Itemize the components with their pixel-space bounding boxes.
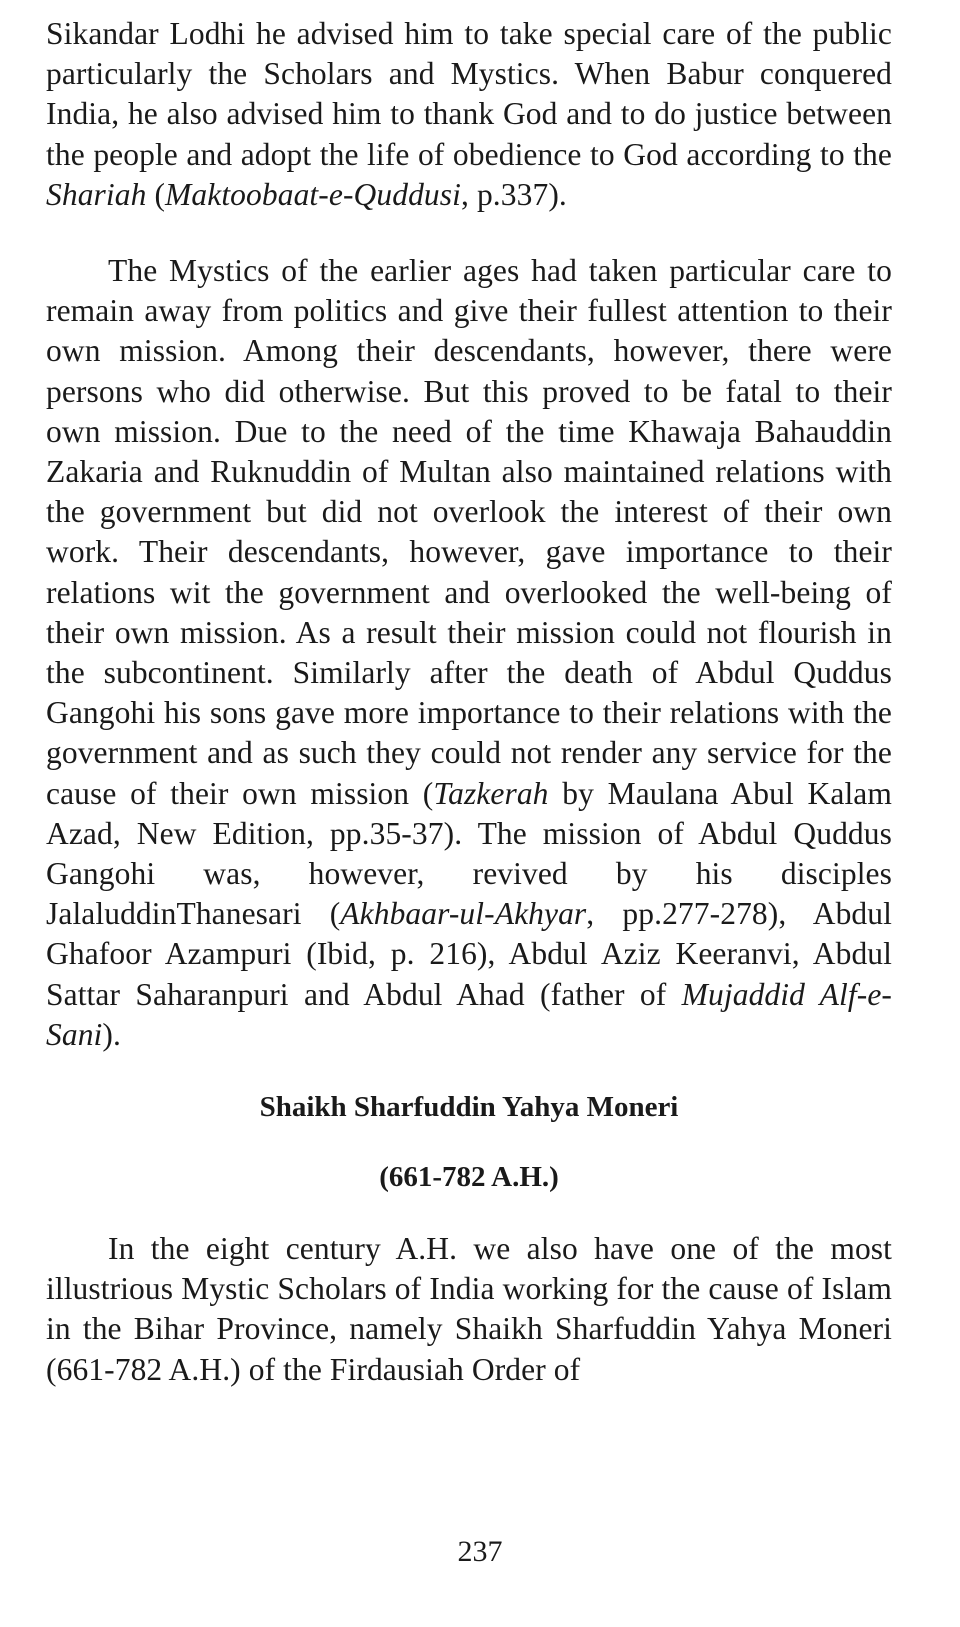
paragraph-1-text-a: Sikandar Lodhi he advised him to take special care of the public particularly the Scholars and Mystics. When Babur conquered India, he also advised him to thank God and to do justice between the people and adopt the life of obedience to God according to the xyxy=(46,16,892,172)
paragraph-2-italic-akhbaar: Akhbaar-ul-Akhyar xyxy=(340,896,587,932)
paragraph-1-italic-citation: Maktoobaat-e-Quddusi xyxy=(165,176,461,212)
paragraph-3-text: In the eight century A.H. we also have one of the most illustrious Mystic Scholars of India working for the cause of Islam in the Bihar Province, namely Shaikh Sharfuddin Yahya Moneri (661-782 A.H.) of the Firdausiah Order of xyxy=(46,1231,892,1387)
paragraph-2-text-c: , pp.277-278), Abdul Ghafoor Azampuri (Ibid, p. 216), Abdul Aziz Keeranvi, Abdul Sattar Saharanpuri and Abdul Ahad (father of xyxy=(46,896,892,1012)
section-heading-dates: (661-782 A.H.) xyxy=(379,1161,559,1194)
paragraph-2-text-b: by Maulana Abul Kalam Azad, New Edition, pp.35-37). The mission of Abdul Quddus Gangohi was, however, revived by his disciples JalaluddinThanesari ( xyxy=(46,775,892,932)
paragraph-2-text-d: ). xyxy=(102,1016,121,1052)
paragraph-1-text-b: ( xyxy=(146,176,166,212)
paragraph-1-text-c: , p.337). xyxy=(461,176,567,212)
paragraph-3 xyxy=(46,1229,892,1390)
page-number: 237 xyxy=(457,1535,503,1568)
paragraph-2-text-a: The Mystics of the earlier ages had taken particular care to remain away from politics and give their fullest attention to their own mission. Among their descendants, however, there were persons who did otherwise. But this proved to be fatal to their own mission. Due to the need of the time Khawaja Bahauddin Zakaria and Ruknuddin of Multan also maintained relations with the government but did not overlook the interest of their own work. Their descendants, however, gave importance to their relations wit the government and overlooked the well-being of their own mission. As a result their mission could not flourish in the subcontinent. Similarly after the death of Abdul Quddus Gangohi his sons gave more importance to their relations with the government and as such they could not render any service for the cause of their own mission ( xyxy=(46,253,892,811)
paragraph-2-italic-mujaddid: Mujaddid Alf-e-Sani xyxy=(46,976,892,1052)
paragraph-1-italic-shariah: Shariah xyxy=(46,176,147,212)
page-content xyxy=(46,14,892,1390)
paragraph-1 xyxy=(46,14,892,215)
paragraph-2-italic-tazkerah: Tazkerah xyxy=(433,775,549,811)
paragraph-2 xyxy=(46,251,892,1055)
section-heading-title: Shaikh Sharfuddin Yahya Moneri xyxy=(259,1091,679,1124)
